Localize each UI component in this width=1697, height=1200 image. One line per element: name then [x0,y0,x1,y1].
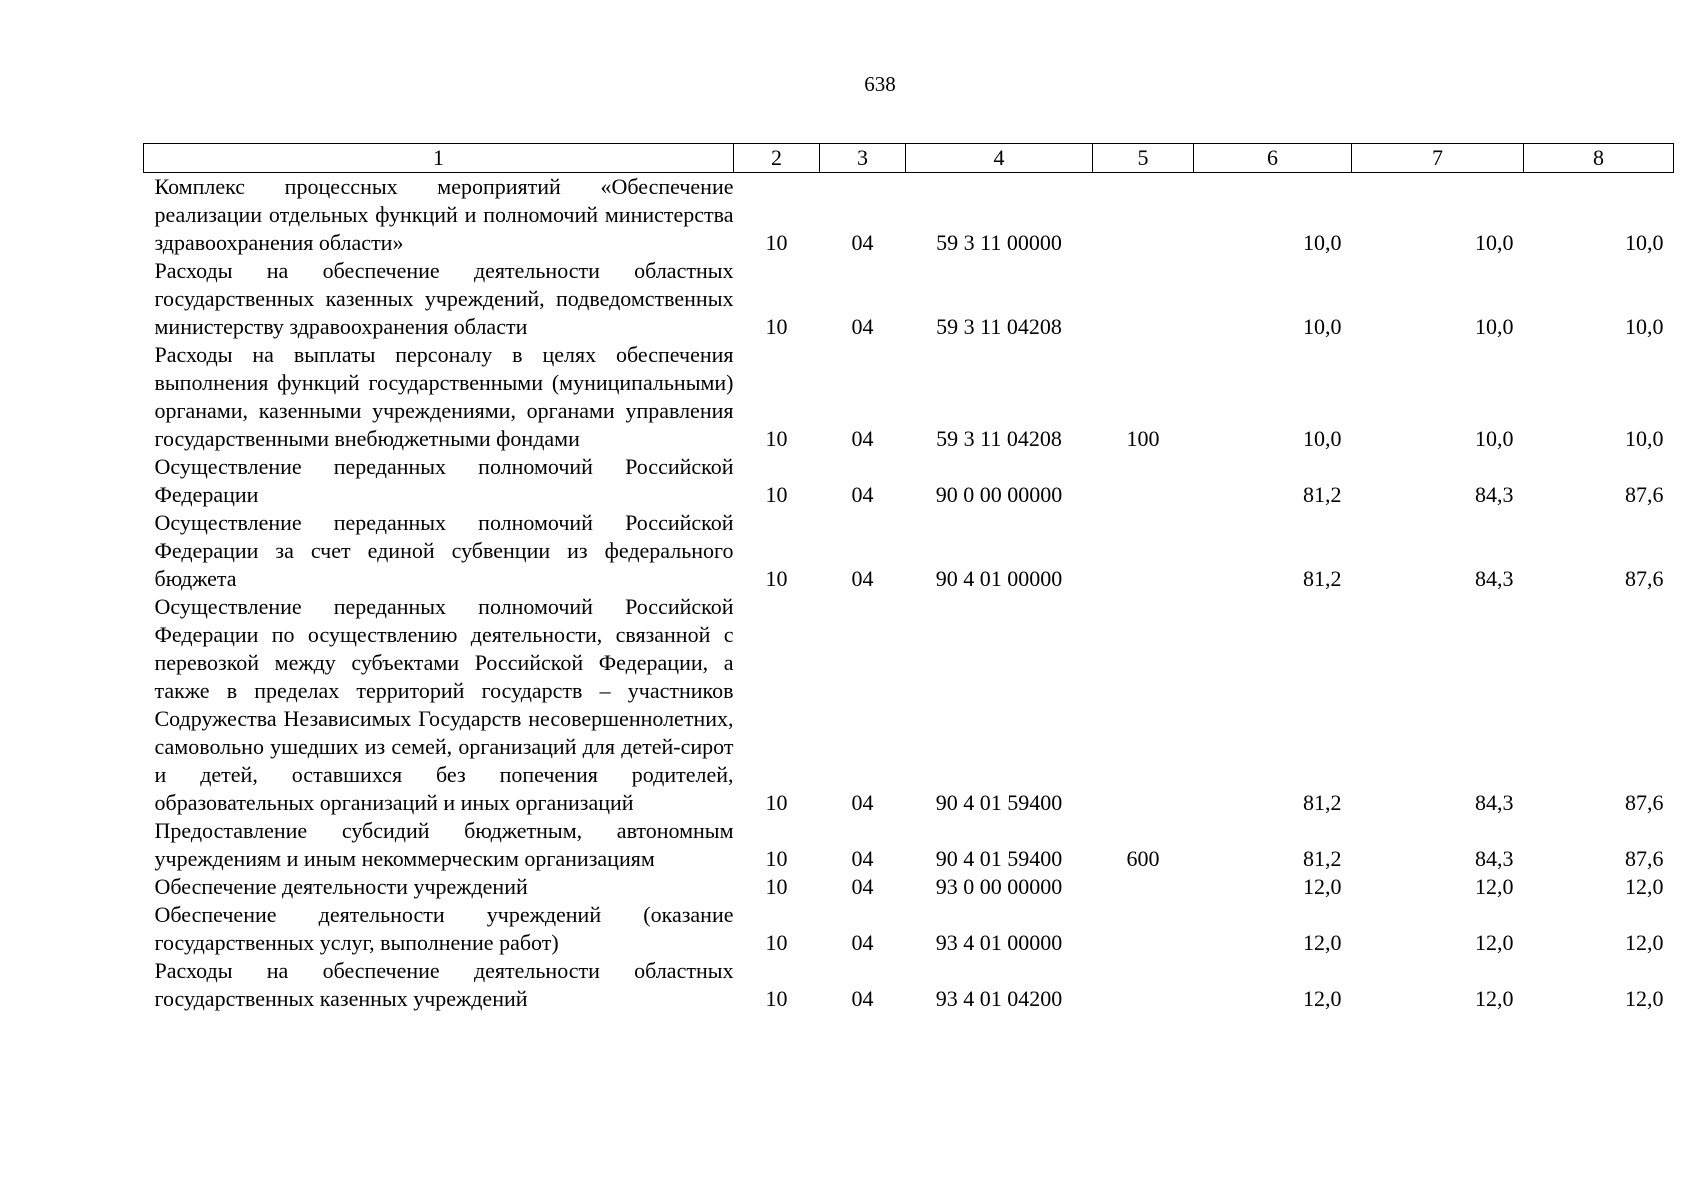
column-header: 6 [1194,144,1352,173]
expense-type-cell [1093,257,1194,341]
expense-type-cell [1093,453,1194,509]
amount-year2-cell: 84,3 [1475,846,1514,871]
amount-year3-cell: 87,6 [1625,790,1664,815]
amount-year1-cell: 81,2 [1303,566,1342,591]
table-row [144,901,1674,957]
amount-year2-cell: 10,0 [1475,314,1514,339]
amount-year3-cell: 10,0 [1625,314,1664,339]
expense-type-cell [1093,873,1194,901]
section-code-cell: 10 [765,986,788,1011]
amount-year3-cell: 12,0 [1625,874,1664,899]
target-article-cell: 59 3 11 04208 [936,314,1062,339]
amount-year3-cell: 10,0 [1625,230,1664,255]
table-row [144,873,1674,901]
table-row [144,173,1674,258]
row-name-cell: Осуществление переданных полномочий Российской Федерации [154,454,734,507]
table-row [144,957,1674,1013]
amount-year3-cell: 87,6 [1625,482,1664,507]
expense-type-cell [1093,593,1194,817]
subsection-code-cell: 04 [851,482,874,507]
target-article-cell: 90 4 01 59400 [935,846,1063,871]
subsection-code-cell: 04 [851,986,874,1011]
column-header: 5 [1093,144,1194,173]
subsection-code-cell: 04 [851,426,874,451]
subsection-code-cell: 04 [851,874,874,899]
column-header: 7 [1352,144,1524,173]
section-code-cell: 10 [765,846,788,871]
row-name-cell: Осуществление переданных полномочий Российской Федерации по осуществлению деятельности, связанной с перевозкой между субъектами Российской Федерации, а также в пределах территорий государств – участников Содружества Независимых Государств несовершеннолетних, самовольно ушедших из семей, организаций для детей-сирот и детей, оставшихся без попечения родителей, образовательных организаций и иных организаций [154,594,734,815]
amount-year2-cell: 10,0 [1475,230,1514,255]
row-name-cell: Расходы на обеспечение деятельности областных государственных казенных учреждений [154,958,734,1011]
amount-year3-cell: 10,0 [1625,426,1664,451]
subsection-code-cell: 04 [851,566,874,591]
amount-year1-cell: 10,0 [1303,230,1342,255]
header-row [144,144,1674,173]
column-header: 1 [144,144,734,173]
budget-table [143,143,1674,1013]
row-name-cell: Комплекс процессных мероприятий «Обеспечение реализации отдельных функций и полномочий министерства здравоохранения области» [154,174,734,255]
section-code-cell: 10 [765,482,788,507]
subsection-code-cell: 04 [851,314,874,339]
amount-year2-cell: 84,3 [1475,566,1514,591]
amount-year1-cell: 81,2 [1303,846,1342,871]
amount-year2-cell: 12,0 [1475,874,1514,899]
target-article-cell: 93 0 00 00000 [935,874,1063,899]
table-row [144,453,1674,509]
column-header: 2 [734,144,820,173]
table-row [144,817,1674,873]
column-header: 4 [906,144,1093,173]
amount-year1-cell: 12,0 [1303,986,1342,1011]
row-name-cell: Предоставление субсидий бюджетным, автономным учреждениям и иным некоммерческим организациям [154,818,734,871]
table-row [144,509,1674,593]
section-code-cell: 10 [765,426,788,451]
target-article-cell: 90 0 00 00000 [935,482,1063,507]
amount-year2-cell: 84,3 [1475,790,1514,815]
expense-type-cell [1093,173,1194,258]
amount-year2-cell: 10,0 [1475,426,1514,451]
target-article-cell: 90 4 01 00000 [935,566,1063,591]
target-article-cell: 93 4 01 04200 [935,986,1063,1011]
row-name-cell: Обеспечение деятельности учреждений [154,874,528,899]
amount-year1-cell: 12,0 [1303,930,1342,955]
row-name-cell: Расходы на обеспечение деятельности областных государственных казенных учреждений, подведомственных министерству здравоохранения области [154,258,734,339]
target-article-cell: 59 3 11 00000 [936,230,1062,255]
section-code-cell: 10 [765,874,788,899]
amount-year1-cell: 81,2 [1303,482,1342,507]
row-name-cell: Осуществление переданных полномочий Российской Федерации за счет единой субвенции из федерального бюджета [154,510,734,591]
subsection-code-cell: 04 [851,930,874,955]
expense-type-cell: 100 [1126,426,1160,451]
expense-type-cell [1093,957,1194,1013]
row-name-cell: Обеспечение деятельности учреждений (оказание государственных услуг, выполнение работ) [154,902,734,955]
subsection-code-cell: 04 [851,846,874,871]
row-name-cell: Расходы на выплаты персоналу в целях обеспечения выполнения функций государственными (муниципальными) органами, казенными учреждениями, органами управления государственными внебюджетными фондами [154,342,734,451]
amount-year2-cell: 84,3 [1475,482,1514,507]
amount-year1-cell: 12,0 [1303,874,1342,899]
amount-year2-cell: 12,0 [1475,930,1514,955]
table-row [144,593,1674,817]
target-article-cell: 90 4 01 59400 [935,790,1063,815]
table-row [144,341,1674,453]
amount-year3-cell: 12,0 [1625,930,1664,955]
subsection-code-cell: 04 [851,790,874,815]
section-code-cell: 10 [765,566,788,591]
table-body [144,173,1674,1014]
amount-year3-cell: 87,6 [1625,846,1664,871]
page-number: 638 [864,72,896,96]
expense-type-cell [1093,509,1194,593]
target-article-cell: 93 4 01 00000 [935,930,1063,955]
target-article-cell: 59 3 11 04208 [936,426,1062,451]
expense-type-cell [1093,901,1194,957]
expense-type-cell: 600 [1126,846,1160,871]
amount-year3-cell: 12,0 [1625,986,1664,1011]
table-row [144,257,1674,341]
section-code-cell: 10 [765,930,788,955]
section-code-cell: 10 [765,314,788,339]
amount-year2-cell: 12,0 [1475,986,1514,1011]
amount-year3-cell: 87,6 [1625,566,1664,591]
column-header: 8 [1524,144,1674,173]
section-code-cell: 10 [765,790,788,815]
amount-year1-cell: 10,0 [1303,314,1342,339]
subsection-code-cell: 04 [851,230,874,255]
amount-year1-cell: 10,0 [1303,426,1342,451]
section-code-cell: 10 [765,230,788,255]
column-header: 3 [820,144,906,173]
amount-year1-cell: 81,2 [1303,790,1342,815]
